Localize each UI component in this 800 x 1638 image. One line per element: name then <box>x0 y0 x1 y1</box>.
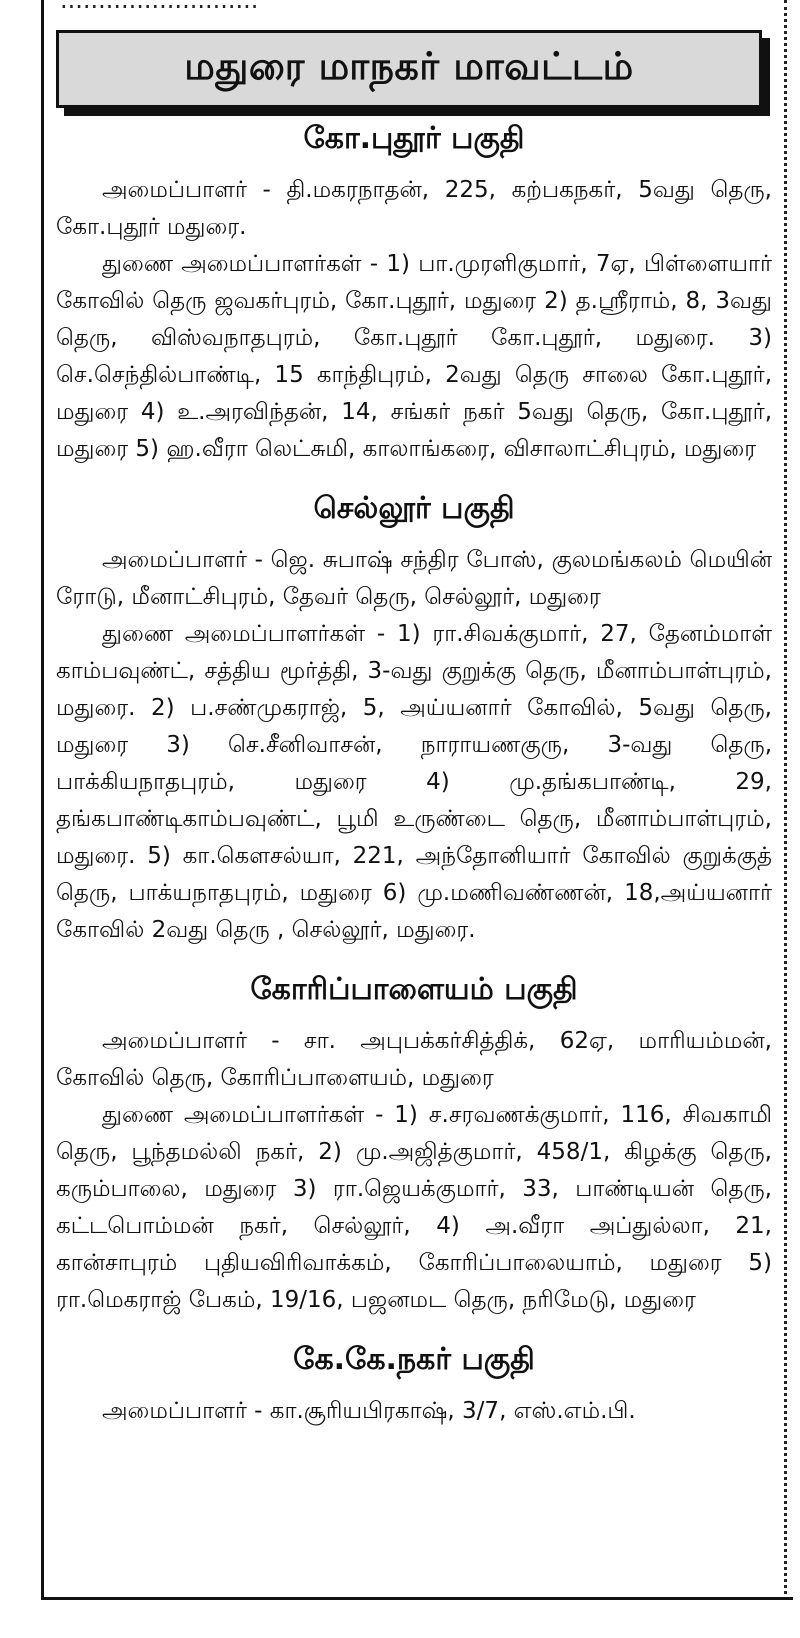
district-title: மதுரை மாநகர் மாவட்டம் <box>184 44 634 88</box>
deputy-organizers-paragraph: துணை அமைப்பாளர்கள் - 1) ச.சரவணக்குமார், 116, சிவகாமி தெரு, பூந்தமல்லி நகர், 2) மு.அஜித்குமார், 458/1, கிழக்கு தெரு, கரும்பாலை, மதுரை 3) ரா.ஜெயக்குமார், 33, பாண்டியன் தெரு, கட்டபொம்மன் நகர், செல்லூர், 4) அ.வீரா அப்துல்லா, 21, கான்சாபுரம் புதியவிரிவாக்கம், கோரிப்பாலையாம், மதுரை 5) ரா.மெகராஜ் பேகம், 19/16, பஜனமட தெரு, நரிமேடு, மதுரை <box>56 1102 772 1313</box>
organizer-paragraph: அமைப்பாளர் - கா.சூரியபிரகாஷ், 3/7, எஸ்.எம்.பி. <box>102 1398 636 1424</box>
right-dotted-border <box>784 0 787 1600</box>
section-title: கோரிப்பாளையம் பகுதி <box>250 972 578 1007</box>
section-title: கே.கே.நகர் பகுதி <box>293 1342 535 1377</box>
organizer-paragraph: அமைப்பாளர் - சா. அபுபக்கர்சித்திக், 62ஏ, மாரியம்மன், கோவில் தெரு, கோரிப்பாளையம், மதுரை <box>56 1028 772 1091</box>
organizer-paragraph: அமைப்பாளர் - ஜெ. சுபாஷ் சந்திர போஸ், குலமங்கலம் மெயின் ரோடு, மீனாட்சிபுரம், தேவர் தெரு, செல்லூர், மதுரை <box>56 547 772 610</box>
bottom-border-rule <box>41 1597 793 1600</box>
article-content <box>56 118 772 1450</box>
left-border-rule <box>41 0 44 1600</box>
section-title: செல்லூர் பகுதி <box>313 491 515 526</box>
section-sellur <box>56 488 772 949</box>
top-cut-text: .......................... <box>60 0 259 14</box>
section-goripalayam <box>56 969 772 1319</box>
organizer-paragraph: அமைப்பாளர் - தி.மகரநாதன், 225, கற்பகநகர், 5வது தெரு, கோ.புதூர் மதுரை. <box>56 177 772 240</box>
section-kk-nagar <box>56 1339 772 1430</box>
deputy-organizers-paragraph: துணை அமைப்பாளர்கள் - 1) பா.முரளிகுமார், 7ஏ, பிள்ளையார் கோவில் தெரு ஜவகர்புரம், கோ.புதூர், மதுரை 2) த.ஸ்ரீராம், 8, 3வது தெரு, விஸ்வநாதபுரம், கோ.புதூர் கோ.புதூர், மதுரை. 3) செ.செந்தில்பாண்டி, 15 காந்திபுரம், 2வது தெரு சாலை கோ.புதூர், மதுரை 4) உ.அரவிந்தன், 14, சங்கர் நகர் 5வது தெரு, கோ.புதூர், மதுரை 5) ஹ.வீரா லெட்சுமி, காலாங்கரை, விசாலாட்சிபுரம், மதுரை <box>56 251 772 462</box>
section-title: கோ.புதூர் பகுதி <box>303 121 525 156</box>
district-title-box <box>56 30 762 108</box>
deputy-organizers-paragraph: துணை அமைப்பாளர்கள் - 1) ரா.சிவக்குமார், 27, தேனம்மாள் காம்பவுண்ட், சத்திய மூர்த்தி, 3-வது குறுக்கு தெரு, மீனாம்பாள்புரம், மதுரை. 2) ப.சண்முகராஜ், 5, அய்யனார் கோவில், 5வது தெரு, மதுரை 3) செ.சீனிவாசன், நாராயணகுரு, 3-வது தெரு, பாக்கியநாதபுரம், மதுரை 4) மு.தங்கபாண்டி, 29, தங்கபாண்டிகாம்பவுண்ட், பூமி உருண்டை தெரு, மீனாம்பாள்புரம், மதுரை. 5) கா.கௌசல்யா, 221, அந்தோனியார் கோவில் குறுக்குத் தெரு, பாக்யநாதபுரம், மதுரை 6) மு.மணிவண்ணன், 18,அய்யனார் கோவில் 2வது தெரு , செல்லூர், மதுரை. <box>56 621 772 943</box>
section-ko-puthur <box>56 118 772 468</box>
